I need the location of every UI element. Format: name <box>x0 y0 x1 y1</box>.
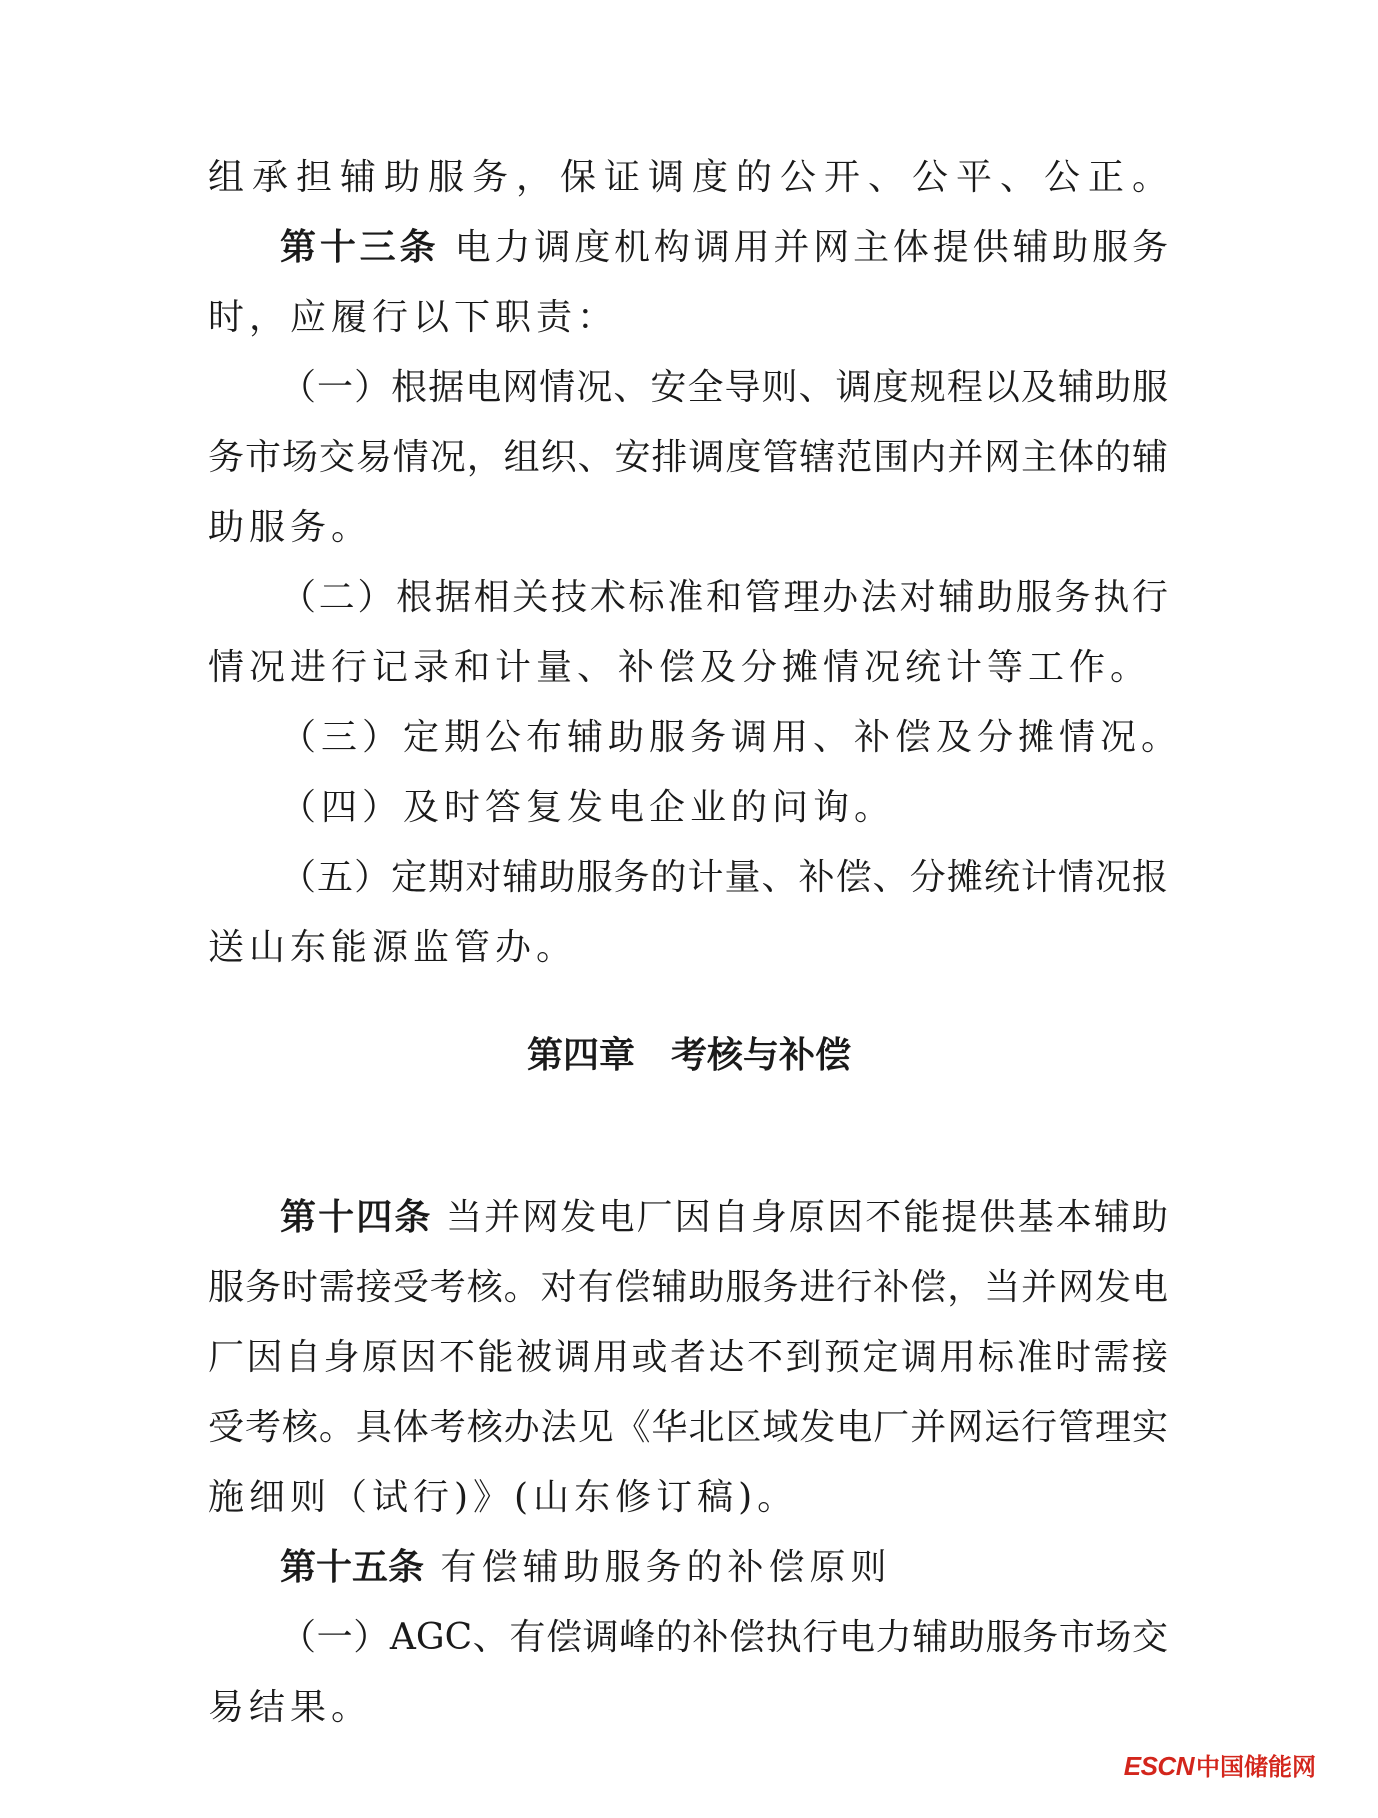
escn-watermark-logo <box>1124 1752 1316 1782</box>
line-text: 厂因自身原因不能被调用或者达不到预定调用标准时需接 <box>208 1337 1168 1378</box>
paragraph-line <box>208 296 1168 340</box>
article-15-line <box>280 1546 1168 1590</box>
paragraph-line <box>208 156 1168 200</box>
paragraph-line <box>208 1476 1168 1520</box>
line-text: 情况进行记录和计量、补偿及分摊情况统计等工作。 <box>208 647 1152 688</box>
line-text: 服务时需接受考核。对有偿辅助服务进行补偿，当并网发电 <box>208 1267 1168 1308</box>
chapter-title: 考核与补偿 <box>671 1035 852 1076</box>
line-text: 送山东能源监管办。 <box>208 927 578 968</box>
line-text: 组承担辅助服务，保证调度的公开、公平、公正。 <box>208 157 1168 198</box>
paragraph-line <box>208 1686 1168 1730</box>
line-text: 电力调度机构调用并网主体提供辅助服务 <box>454 227 1168 268</box>
list-item-line <box>280 576 1168 620</box>
article-label: 第十三条 <box>280 227 440 268</box>
paragraph-line <box>208 646 1168 690</box>
paragraph-line <box>208 1406 1168 1450</box>
list-item-line <box>280 1616 1168 1660</box>
list-item-line <box>280 716 1183 760</box>
paragraph-line <box>208 1336 1168 1380</box>
line-text: 施细则（试行)》(山东修订稿)。 <box>208 1477 799 1518</box>
list-item-line <box>280 786 1168 830</box>
paragraph-line <box>208 506 1168 550</box>
chapter-number: 第四章 <box>526 1035 635 1076</box>
line-text: （一）根据电网情况、安全导则、调度规程以及辅助服 <box>280 367 1168 408</box>
paragraph-line <box>208 1266 1168 1310</box>
line-text: 务市场交易情况，组织、安排调度管辖范围内并网主体的辅 <box>208 437 1168 478</box>
watermark-latin: ESCN <box>1123 1751 1194 1781</box>
paragraph-line <box>208 436 1168 480</box>
article-label: 第十五条 <box>280 1547 425 1588</box>
line-text: （一）AGC、有偿调峰的补偿执行电力辅助服务市场交 <box>280 1617 1168 1658</box>
line-text: （二）根据相关技术标准和管理办法对辅助服务执行 <box>280 577 1168 618</box>
line-text: （三）定期公布辅助服务调用、补偿及分摊情况。 <box>280 717 1183 758</box>
line-text: （五）定期对辅助服务的计量、补偿、分摊统计情况报 <box>280 857 1168 898</box>
article-label: 第十四条 <box>280 1197 433 1238</box>
line-text: 有偿辅助服务的补偿原则 <box>440 1547 892 1588</box>
chapter-heading <box>0 1034 1378 1078</box>
list-item-line <box>280 856 1168 900</box>
line-text: 当并网发电厂因自身原因不能提供基本辅助 <box>446 1197 1168 1238</box>
line-text: （四）及时答复发电企业的问询。 <box>280 787 896 828</box>
article-14-line <box>280 1196 1168 1240</box>
line-text: 时，应履行以下职责： <box>208 297 619 338</box>
article-13-line <box>280 226 1168 270</box>
line-text: 助服务。 <box>208 507 373 548</box>
paragraph-line <box>208 926 1168 970</box>
watermark-cn: 中国储能网 <box>1196 1754 1316 1781</box>
list-item-line <box>280 366 1168 410</box>
line-text: 受考核。具体考核办法见《华北区域发电厂并网运行管理实 <box>208 1407 1168 1448</box>
line-text: 易结果。 <box>208 1687 373 1728</box>
